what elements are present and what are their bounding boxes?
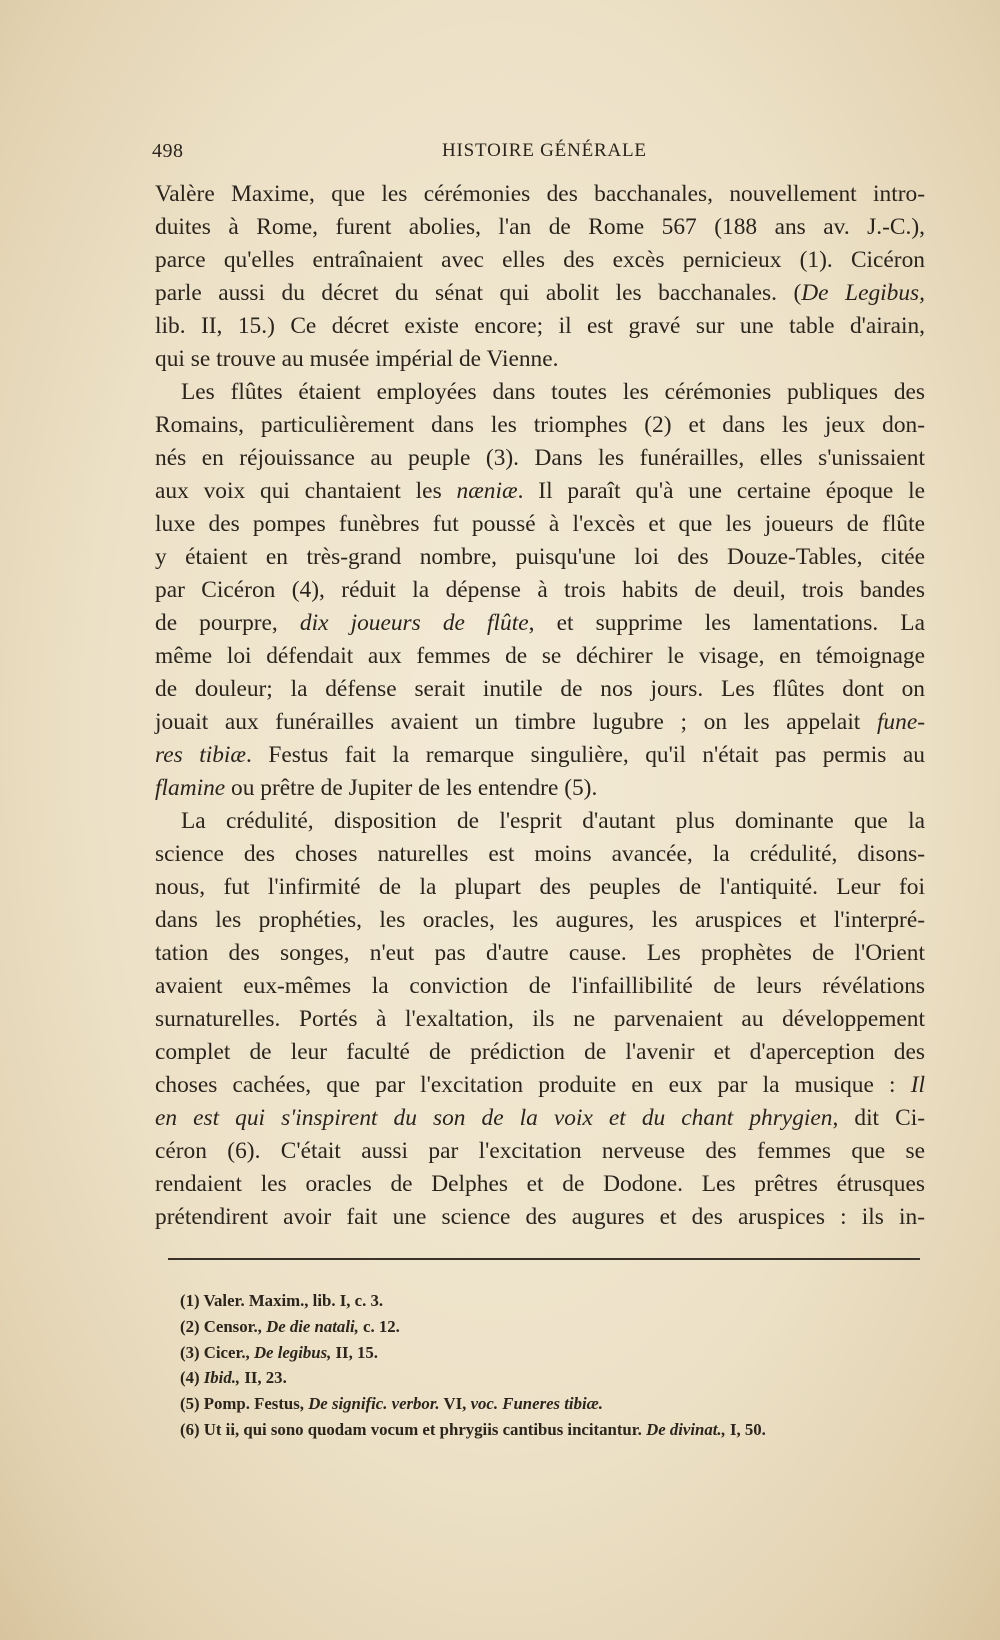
text-line: Romains, particulièrement dans les triomphes (2) et dans les jeux don- — [155, 412, 925, 438]
text-line: tation des songes, n'eut pas d'autre cause. Les prophètes de l'Orient — [155, 940, 925, 966]
text-line: nous, fut l'infirmité de la plupart des peuples de l'antiquité. Leur foi — [155, 874, 925, 900]
footnote: (6) Ut ii, qui sono quodam vocum et phrygiis cantibus incitantur. De divinat., I, 50. — [180, 1419, 766, 1439]
text-line: par Cicéron (4), réduit la dépense à trois habits de deuil, trois bandes — [155, 577, 925, 603]
text-line: res tibiæ. Festus fait la remarque singulière, qu'il n'était pas permis au — [155, 742, 925, 768]
text-line: luxe des pompes funèbres fut poussé à l'excès et que les joueurs de flûte — [155, 511, 925, 537]
main-text — [155, 178, 925, 1234]
text-line: jouait aux funérailles avaient un timbre lugubre ; on les appelait fune- — [155, 709, 925, 735]
text-line: avaient eux-mêmes la conviction de l'infaillibilité de leurs révélations — [155, 973, 925, 999]
text-line: nés en réjouissance au peuple (3). Dans les funérailles, elles s'unissaient — [155, 445, 925, 471]
text-line: prétendirent avoir fait une science des augures et des aruspices : ils in- — [155, 1204, 925, 1230]
footnote-divider — [168, 1258, 920, 1260]
text-line: duites à Rome, furent abolies, l'an de Rome 567 (188 ans av. J.-C.), — [155, 214, 925, 240]
footnotes — [180, 1288, 920, 1443]
footnote: (5) Pomp. Festus, De signific. verbor. VI, voc. Funeres tibiæ. — [180, 1394, 603, 1414]
text-line: céron (6). C'était aussi par l'excitation nerveuse des femmes que se — [155, 1138, 925, 1164]
page-header — [150, 136, 930, 166]
text-line: même loi défendait aux femmes de se déchirer le visage, en témoignage — [155, 643, 925, 669]
text-line: y étaient en très-grand nombre, puisqu'une loi des Douze-Tables, citée — [155, 544, 925, 570]
text-line: flamine ou prêtre de Jupiter de les entendre (5). — [155, 775, 598, 801]
footnote: (3) Cicer., De legibus, II, 15. — [180, 1342, 378, 1362]
text-line: choses cachées, que par l'excitation produite en eux par la musique : Il — [155, 1072, 925, 1098]
text-line: La crédulité, disposition de l'esprit d'autant plus dominante que la — [181, 808, 925, 834]
text-line: de douleur; la défense serait inutile de nos jours. Les flûtes dont on — [155, 676, 925, 702]
text-line: surnaturelles. Portés à l'exaltation, ils ne parvenaient au développement — [155, 1006, 925, 1032]
footnote: (1) Valer. Maxim., lib. I, c. 3. — [180, 1291, 384, 1310]
text-line: parle aussi du décret du sénat qui abolit les bacchanales. (De Legibus, — [155, 280, 925, 306]
text-line: dans les prophéties, les oracles, les augures, les aruspices et l'interpré- — [155, 907, 925, 933]
page-number: 498 — [152, 140, 184, 162]
text-line: en est qui s'inspirent du son de la voix et du chant phrygien, dit Ci- — [155, 1105, 925, 1131]
running-title: HISTOIRE GÉNÉRALE — [442, 140, 647, 161]
footnote: (2) Censor., De die natali, c. 12. — [180, 1316, 400, 1336]
text-line: de pourpre, dix joueurs de flûte, et supprime les lamentations. La — [155, 610, 925, 636]
text-line: aux voix qui chantaient les næniæ. Il paraît qu'à une certaine époque le — [155, 478, 925, 504]
text-line: Les flûtes étaient employées dans toutes les cérémonies publiques des — [181, 379, 925, 405]
footnote: (4) Ibid., II, 23. — [180, 1368, 287, 1388]
text-line: science des choses naturelles est moins avancée, la crédulité, disons- — [155, 841, 925, 867]
text-line: parce qu'elles entraînaient avec elles des excès pernicieux (1). Cicéron — [155, 247, 925, 273]
text-line: Valère Maxime, que les cérémonies des bacchanales, nouvellement intro- — [155, 181, 925, 207]
text-line: lib. II, 15.) Ce décret existe encore; il est gravé sur une table d'airain, — [155, 313, 925, 339]
text-line: qui se trouve au musée impérial de Vienne. — [155, 346, 559, 372]
text-line: rendaient les oracles de Delphes et de Dodone. Les prêtres étrusques — [155, 1171, 925, 1197]
text-line: complet de leur faculté de prédiction de l'avenir et d'aperception des — [155, 1039, 925, 1065]
